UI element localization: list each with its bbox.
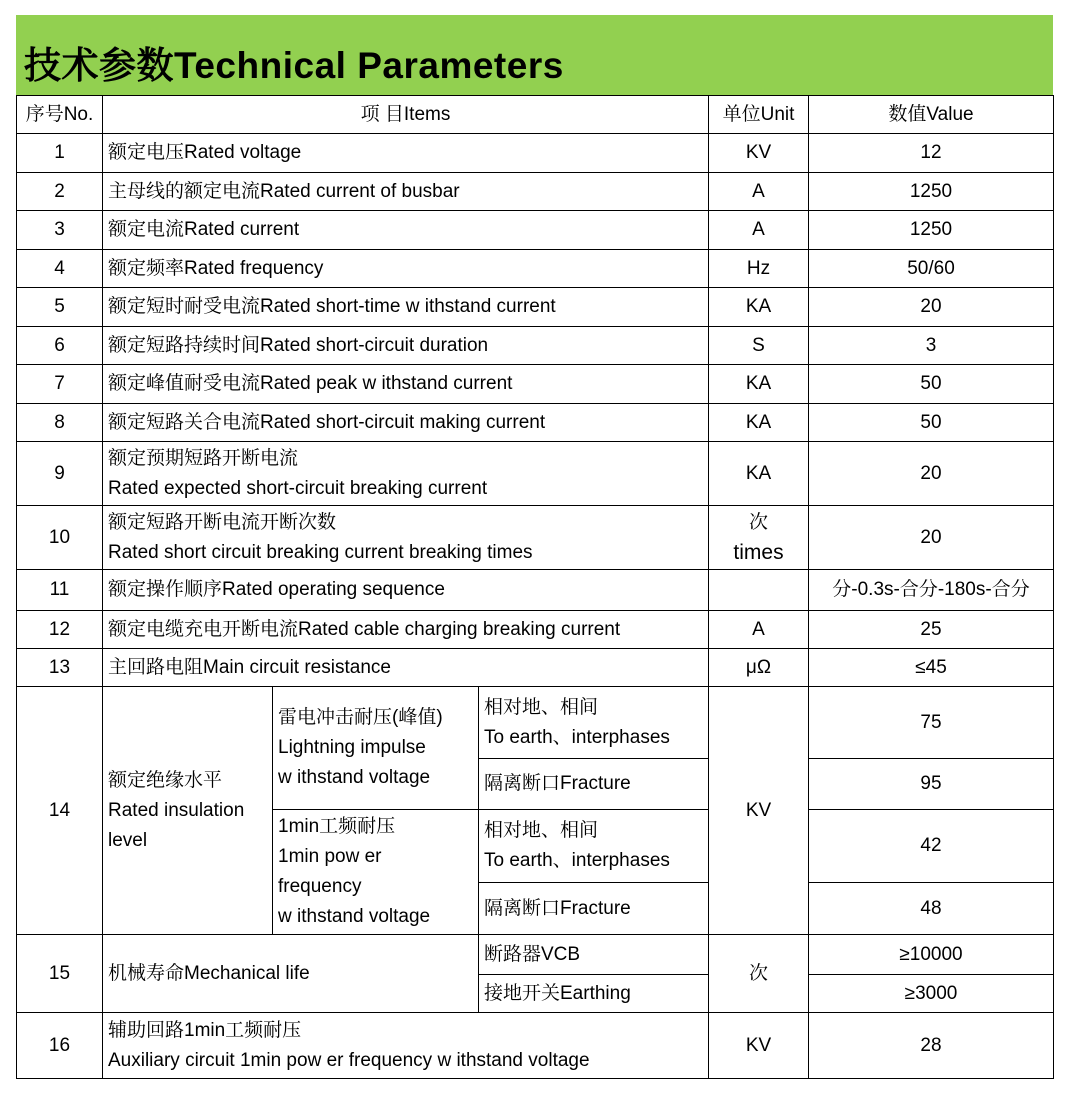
row-no: 8 — [17, 404, 103, 442]
header-no: 序号No. — [17, 96, 103, 134]
row-unit: 次 — [709, 935, 809, 1013]
row-unit: KV — [709, 687, 809, 935]
row-unit — [709, 570, 809, 611]
earthing-cell: 接地开关Earthing — [479, 975, 709, 1013]
row-item: 额定电缆充电开断电流Rated cable charging breaking current — [103, 611, 709, 649]
row-no: 7 — [17, 365, 103, 404]
earth-en: To earth、interphases — [484, 726, 670, 748]
row-value: 1250 — [809, 211, 1054, 250]
row-unit: KA — [709, 442, 809, 506]
fracture-cell: 隔离断口Fracture — [479, 883, 709, 935]
row-item-cn: 额定绝缘水平 — [108, 769, 223, 791]
row-item-cn: 额定短路开断电流开断次数 — [108, 511, 337, 533]
row-unit: A — [709, 211, 809, 250]
power-frequency-cell — [273, 810, 479, 935]
header-item: 项 目Items — [103, 96, 709, 134]
row-item-cn: 额定预期短路开断电流 — [108, 447, 299, 469]
row-item: 主母线的额定电流Rated current of busbar — [103, 173, 709, 211]
table-row — [17, 365, 1054, 404]
row-item — [103, 1013, 709, 1079]
row-item-en: Rated insulation — [108, 799, 245, 821]
row-value: ≥3000 — [809, 975, 1054, 1013]
title-banner — [16, 15, 1053, 96]
row-unit-cn: 次 — [748, 511, 768, 533]
row-item-en: level — [108, 829, 148, 851]
earth-cn: 相对地、相间 — [484, 820, 599, 841]
table-row — [17, 506, 1054, 570]
row-no: 11 — [17, 570, 103, 611]
lightning-cn: 雷电冲击耐压(峰值) — [278, 707, 443, 728]
table-row — [17, 327, 1054, 365]
row-value: 28 — [809, 1013, 1054, 1079]
row-unit: μΩ — [709, 649, 809, 687]
row-no: 4 — [17, 250, 103, 288]
table-row — [17, 649, 1054, 687]
row-value: 48 — [809, 883, 1054, 935]
table-row — [17, 404, 1054, 442]
table-header-row — [17, 96, 1054, 134]
row-unit-en: times — [733, 540, 784, 564]
row-unit: KV — [709, 134, 809, 173]
row-value: 20 — [809, 288, 1054, 327]
table-row — [17, 1013, 1054, 1079]
row-item-en: Rated short circuit breaking current breaking times — [108, 541, 533, 563]
row-item-en: Auxiliary circuit 1min pow er frequency w ithstand voltage — [108, 1049, 590, 1071]
row-unit: KA — [709, 365, 809, 404]
row-item: 机械寿命Mechanical life — [103, 935, 479, 1013]
row-unit: S — [709, 327, 809, 365]
table-row — [17, 250, 1054, 288]
row-value: 20 — [809, 506, 1054, 570]
row-no: 1 — [17, 134, 103, 173]
earth-en: To earth、interphases — [484, 850, 670, 871]
row-no: 16 — [17, 1013, 103, 1079]
table-row — [17, 211, 1054, 250]
row-item-en: Rated expected short-circuit breaking current — [108, 477, 488, 499]
vcb-cell: 断路器VCB — [479, 935, 709, 975]
earth-interphases-cell — [479, 810, 709, 883]
row-item: 额定峰值耐受电流Rated peak w ithstand current — [103, 365, 709, 404]
row-value: 3 — [809, 327, 1054, 365]
row-value: 50 — [809, 404, 1054, 442]
row-value: 分-0.3s-合分-180s-合分 — [809, 570, 1054, 611]
row-item: 额定操作顺序Rated operating sequence — [103, 570, 709, 611]
row-value: ≥10000 — [809, 935, 1054, 975]
header-unit: 单位Unit — [709, 96, 809, 134]
row-value: 1250 — [809, 173, 1054, 211]
row-item: 额定短路持续时间Rated short-circuit duration — [103, 327, 709, 365]
row-unit: Hz — [709, 250, 809, 288]
row-value: 20 — [809, 442, 1054, 506]
powerfreq-line: 1min工频耐压 — [278, 816, 396, 837]
row-item: 额定频率Rated frequency — [103, 250, 709, 288]
table-row — [17, 935, 1054, 975]
row-value: 95 — [809, 759, 1054, 810]
row-no: 2 — [17, 173, 103, 211]
lightning-impulse-cell — [273, 687, 479, 810]
lightning-en: w ithstand voltage — [278, 767, 431, 788]
row-unit: A — [709, 173, 809, 211]
row-no: 15 — [17, 935, 103, 1013]
row-value: 42 — [809, 810, 1054, 883]
table-row — [17, 570, 1054, 611]
earth-interphases-cell — [479, 687, 709, 759]
row-item: 额定短路关合电流Rated short-circuit making current — [103, 404, 709, 442]
earth-cn: 相对地、相间 — [484, 696, 599, 718]
row-value: 50 — [809, 365, 1054, 404]
table-row — [17, 173, 1054, 211]
table-row — [17, 611, 1054, 649]
table-row — [17, 134, 1054, 173]
row-item — [103, 442, 709, 506]
row-value: 75 — [809, 687, 1054, 759]
row-item — [103, 506, 709, 570]
row-value: 12 — [809, 134, 1054, 173]
table-row — [17, 288, 1054, 327]
row-value: 50/60 — [809, 250, 1054, 288]
row-item: 额定短时耐受电流Rated short-time w ithstand current — [103, 288, 709, 327]
technical-parameters-table — [16, 95, 1054, 1079]
row-item: 额定电压Rated voltage — [103, 134, 709, 173]
table-row — [17, 687, 1054, 759]
row-item: 主回路电阻Main circuit resistance — [103, 649, 709, 687]
row-unit: KA — [709, 404, 809, 442]
page-title: 技术参数Technical Parameters — [24, 45, 564, 86]
row-no: 14 — [17, 687, 103, 935]
row-unit — [709, 506, 809, 570]
row-item-cn: 辅助回路1min工频耐压 — [108, 1019, 302, 1041]
row-no: 12 — [17, 611, 103, 649]
row-unit: A — [709, 611, 809, 649]
row-no: 13 — [17, 649, 103, 687]
powerfreq-line: 1min pow er — [278, 846, 382, 867]
row-unit: KA — [709, 288, 809, 327]
table-row — [17, 442, 1054, 506]
row-item — [103, 687, 273, 935]
row-value: 25 — [809, 611, 1054, 649]
lightning-en: Lightning impulse — [278, 737, 426, 758]
row-no: 3 — [17, 211, 103, 250]
row-no: 9 — [17, 442, 103, 506]
header-value: 数值Value — [809, 96, 1054, 134]
row-unit: KV — [709, 1013, 809, 1079]
row-item: 额定电流Rated current — [103, 211, 709, 250]
row-no: 6 — [17, 327, 103, 365]
powerfreq-line: frequency — [278, 876, 362, 897]
row-value: ≤45 — [809, 649, 1054, 687]
powerfreq-line: w ithstand voltage — [278, 906, 431, 927]
row-no: 5 — [17, 288, 103, 327]
row-no: 10 — [17, 506, 103, 570]
fracture-cell: 隔离断口Fracture — [479, 759, 709, 810]
